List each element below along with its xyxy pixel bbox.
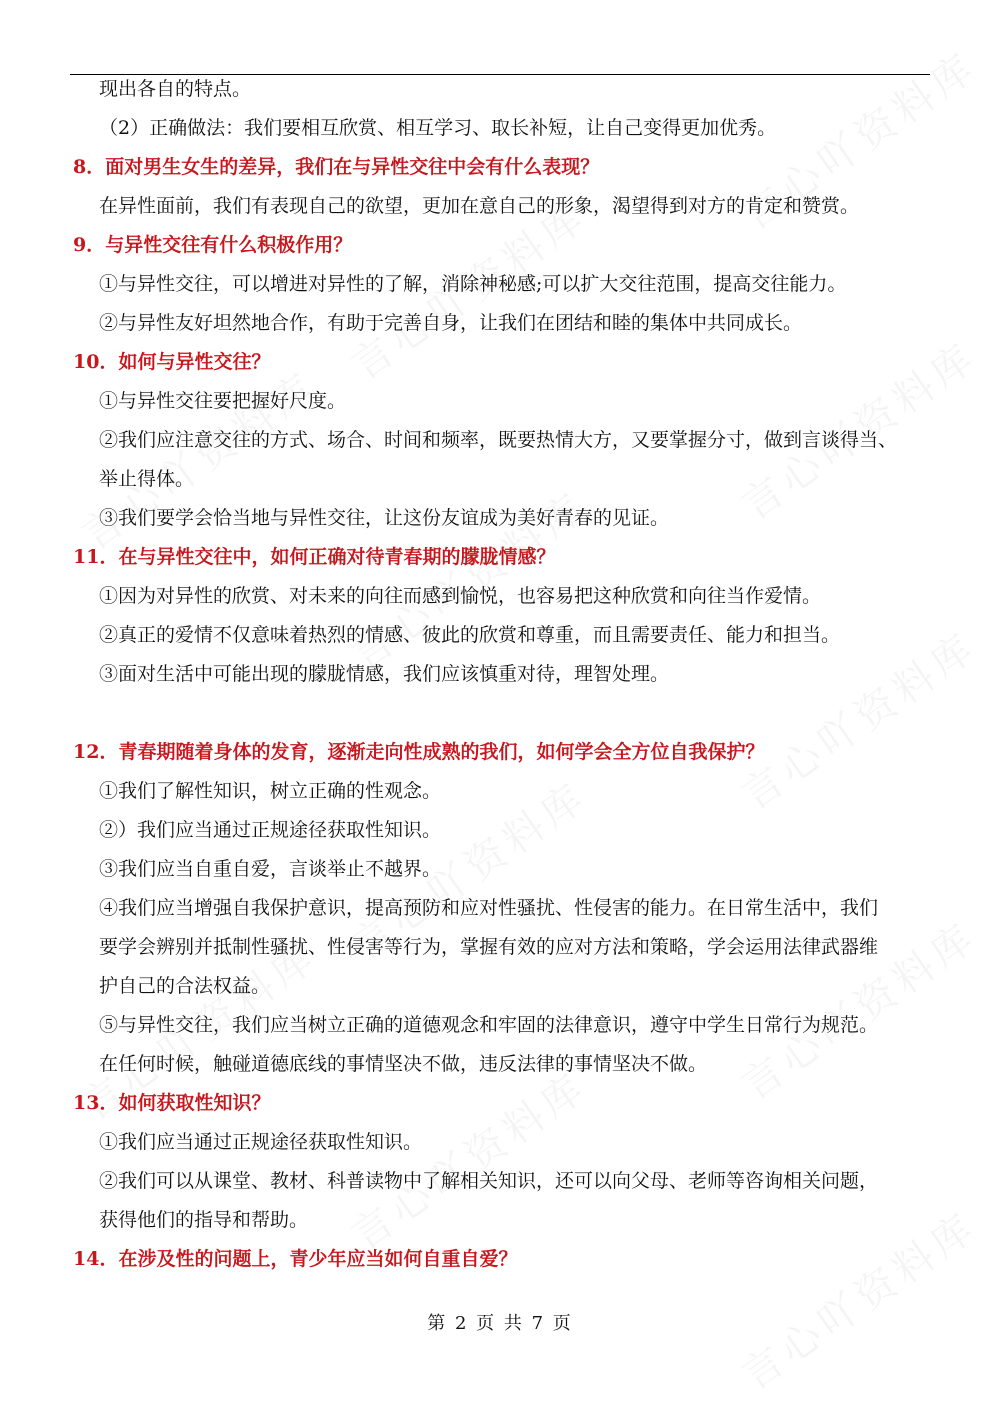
question-heading: 14．在涉及性的问题上，青少年应当如何自重自爱？ xyxy=(73,1248,518,1270)
question-heading: 9．与异性交往有什么积极作用？ xyxy=(73,234,353,256)
answer-text: 要学会辨别并抵制性骚扰、性侵害等行为，掌握有效的应对方法和策略，学会运用法律武器维 xyxy=(99,936,879,958)
answer-text: ②真正的爱情不仅意味着热烈的情感、彼此的欣赏和尊重，而且需要责任、能力和担当。 xyxy=(99,624,841,646)
answer-text: ①因为对异性的欣赏、对未来的向往而感到愉悦，也容易把这种欣赏和向往当作爱情。 xyxy=(99,585,822,607)
answer-text: 举止得体。 xyxy=(99,468,195,490)
answer-text: 护自己的合法权益。 xyxy=(99,975,271,997)
answer-text: 在异性面前，我们有表现自己的欲望，更加在意自己的形象，渴望得到对方的肯定和赞赏。 xyxy=(99,195,860,217)
question-heading: 11．在与异性交往中，如何正确对待青春期的朦胧情感？ xyxy=(73,546,556,568)
answer-text: （2）正确做法：我们要相互欣赏、相互学习、取长补短，让自己变得更加优秀。 xyxy=(99,117,777,139)
question-heading: 8．面对男生女生的差异，我们在与异性交往中会有什么表现？ xyxy=(73,156,600,178)
answer-text: ③我们应当自重自爱，言谈举止不越界。 xyxy=(99,858,442,880)
answer-text: ①与异性交往要把握好尺度。 xyxy=(99,390,347,412)
answer-text: ⑤与异性交往，我们应当树立正确的道德观念和牢固的法律意识，遵守中学生日常行为规范。 xyxy=(99,1014,879,1036)
answer-text: ②我们可以从课堂、教材、科普读物中了解相关知识，还可以向父母、老师等咨询相关问题， xyxy=(99,1170,879,1192)
answer-text: 在任何时候，触碰道德底线的事情坚决不做，违反法律的事情坚决不做。 xyxy=(99,1053,708,1075)
question-heading: 13．如何获取性知识？ xyxy=(73,1092,271,1114)
answer-text: ②）我们应当通过正规途径获取性知识。 xyxy=(99,819,442,841)
answer-text: ③我们要学会恰当地与异性交往，让这份友谊成为美好青春的见证。 xyxy=(99,507,670,529)
answer-text: 获得他们的指导和帮助。 xyxy=(99,1209,309,1231)
answer-text: 现出各自的特点。 xyxy=(99,78,252,100)
spacer xyxy=(70,694,935,733)
answer-text: ②与异性友好坦然地合作，有助于完善自身，让我们在团结和睦的集体中共同成长。 xyxy=(99,312,803,334)
document-body xyxy=(70,70,935,1279)
answer-text: ①与异性交往，可以增进对异性的了解，消除神秘感;可以扩大交往范围，提高交往能力。 xyxy=(99,273,847,295)
answer-text: ②我们应注意交往的方式、场合、时间和频率，既要热情大方，又要掌握分寸，做到言谈得当、 xyxy=(99,429,898,451)
question-heading: 10．如何与异性交往？ xyxy=(73,351,271,373)
page-footer: 第 2 页 共 7 页 xyxy=(427,1313,573,1334)
answer-text: ④我们应当增强自我保护意识，提高预防和应对性骚扰、性侵害的能力。在日常生活中，我们 xyxy=(99,897,879,919)
question-heading: 12．青春期随着身体的发育，逐渐走向性成熟的我们，如何学会全方位自我保护？ xyxy=(73,741,765,763)
answer-text: ①我们应当通过正规途径获取性知识。 xyxy=(99,1131,423,1153)
answer-text: ③面对生活中可能出现的朦胧情感，我们应该慎重对待，理智处理。 xyxy=(99,663,670,685)
answer-text: ①我们了解性知识，树立正确的性观念。 xyxy=(99,780,442,802)
